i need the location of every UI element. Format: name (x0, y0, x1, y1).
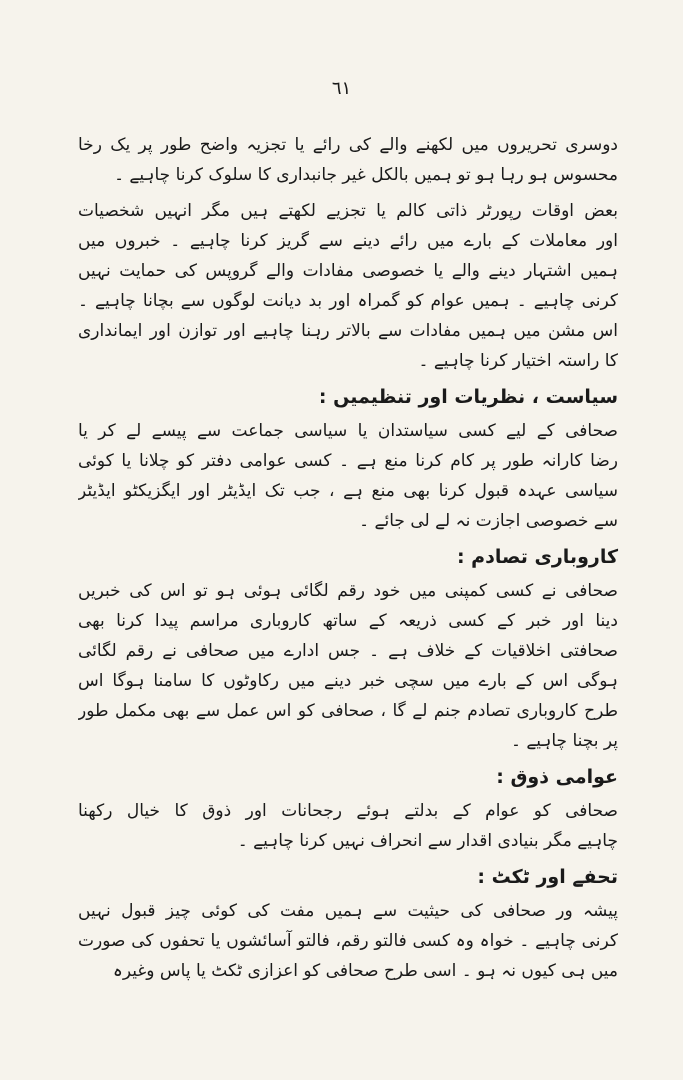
text-line: بعض اوقات رپورٹر ذاتی کالم یا تجزیے لکھتے ہیں مگر انہیں شخصیات (78, 201, 618, 221)
text-line: پر بچنا چاہیے ۔ (510, 731, 618, 751)
text-line: پیشہ ور صحافی کی حیثیت سے ہمیں مفت کی کوئی چیز قبول نہیں (78, 901, 618, 921)
text-line: دوسری تحریروں میں لکھنے والے کی رائے یا تجزیہ واضح طور پر یک رخا (78, 135, 618, 155)
text-line: صحافتی اخلاقیات کے خلاف ہے ۔ جس ادارے میں صحافی نے رقم لگائی (78, 641, 618, 661)
text-line: کرنی چاہیے ۔ ہمیں عوام کو گمراہ اور بد دیانت لوگوں سے بچانا چاہیے ۔ (78, 291, 618, 311)
text-line: صحافی نے کسی کمپنی میں خود رقم لگائی ہوئی ہو تو اس کی خبریں (78, 581, 618, 601)
text-line: سیاسی عہدہ قبول کرنا بھی منع ہے ، جب تک ایڈیٹر اور ایگزیکٹو ایڈیٹر (78, 481, 618, 501)
page-number: ٦١ (331, 78, 352, 99)
section-heading: عوامی ذوق : (496, 766, 618, 788)
text-line: اور معاملات کے بارے میں رائے دینے سے گریز کرنا چاہیے ۔ خبروں میں (78, 231, 618, 251)
section-heading: کاروباری تصادم : (456, 546, 618, 568)
text-line: میں ہی کیوں نہ ہو ۔ اسی طرح صحافی کو اعزازی ٹکٹ یا پاس وغیرہ (112, 961, 618, 981)
text-line: صحافی کو عوام کے بدلتے ہوئے رجحانات اور ذوق کا خیال رکھنا (78, 801, 618, 821)
text-line: صحافی کے لیے کسی سیاستدان یا سیاسی جماعت سے پیسے لے کر یا (78, 421, 618, 441)
text-line: کرنی چاہیے ۔ خواہ وہ کسی فالتو رقم، فالتو آسائشوں یا تحفوں کی صورت (78, 931, 618, 951)
paragraph (78, 130, 618, 190)
text-line: دینا اور خبر کے کسی ذریعہ کے ساتھ کاروباری مراسم پیدا کرنا بھی (78, 611, 618, 631)
paragraph (78, 416, 618, 536)
paragraph (78, 796, 618, 856)
section-heading: سیاست ، نظریات اور تنظیمیں : (318, 386, 618, 408)
paragraph (78, 196, 618, 376)
section-heading: تحفے اور ٹکٹ : (477, 866, 618, 888)
text-line: محسوس ہو رہا ہو تو ہمیں بالکل غیر جانبداری کا سلوک کرنا چاہیے ۔ (114, 165, 618, 185)
text-line: کا راستہ اختیار کرنا چاہیے ۔ (418, 351, 618, 371)
page-body (78, 130, 618, 992)
paragraph (78, 896, 618, 986)
text-line: ہمیں اشتہار دینے والے یا خصوصی مفادات والے گروپس کی حمایت نہیں (78, 261, 618, 281)
text-line: طرح کاروباری تصادم جنم لے گا ، صحافی کو اس عمل سے بھی مکمل طور (78, 701, 618, 721)
paragraph (78, 576, 618, 756)
text-line: اس مشن میں ہمیں مفادات سے بالاتر رہنا چاہیے اور توازن اور ایمانداری (78, 321, 618, 341)
text-line: سے خصوصی اجازت نہ لے لی جائے ۔ (359, 511, 618, 531)
text-line: چاہیے مگر بنیادی اقدار سے انحراف نہیں کرنا چاہیے ۔ (237, 831, 618, 851)
text-line: ہوگی اس کے بارے میں سچی خبر دینے میں رکاوٹوں کا سامنا ہوگا اس (78, 671, 618, 691)
text-line: رضا کارانہ طور پر کام کرنا منع ہے ۔ کسی عوامی دفتر کو چلانا یا کوئی (78, 451, 618, 471)
